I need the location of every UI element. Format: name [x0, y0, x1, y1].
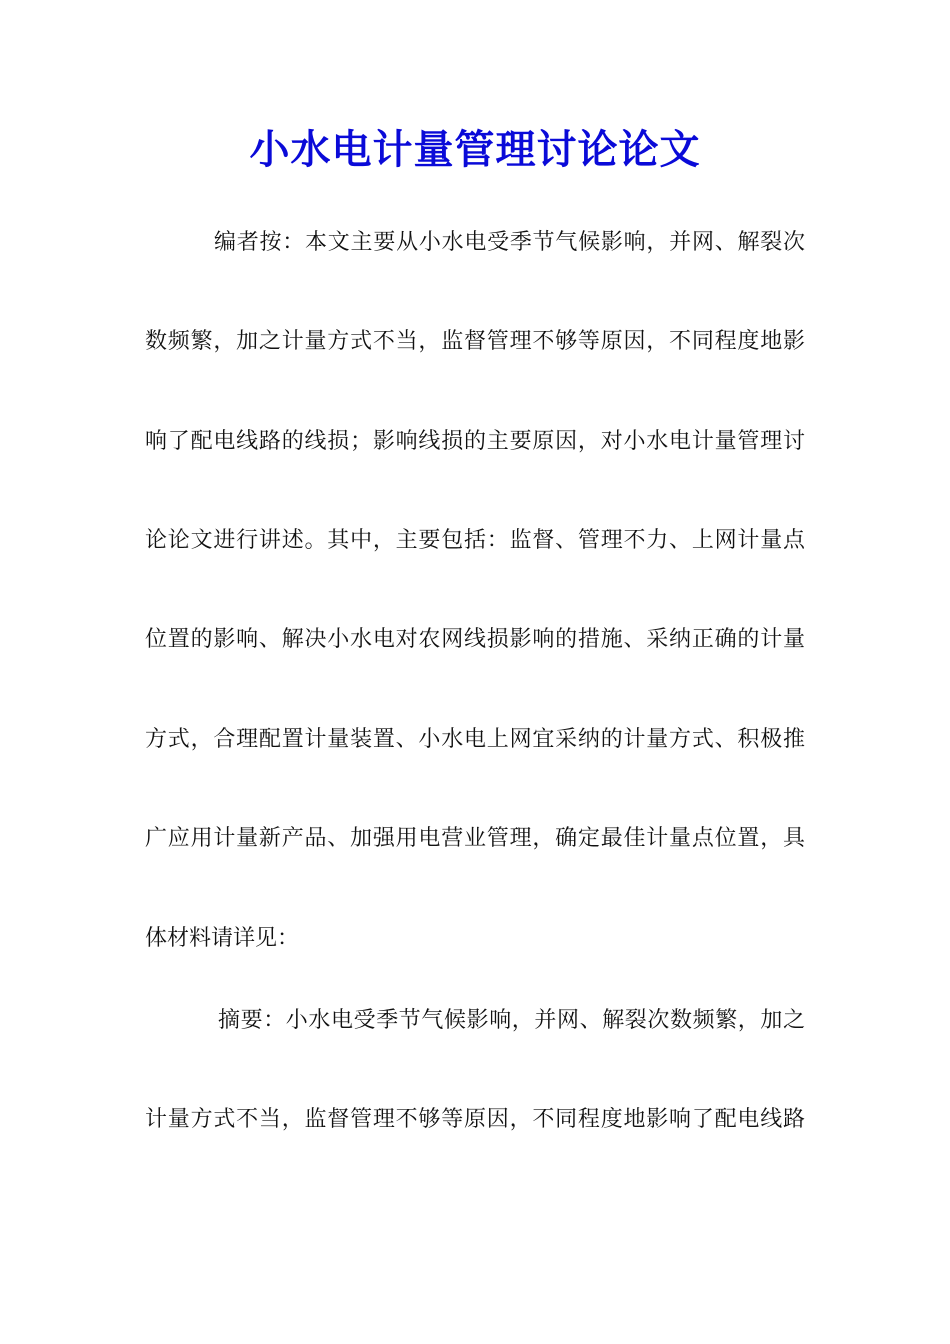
paragraph-line: 响了配电线路的线损；影响线损的主要原因，对小水电计量管理讨 [145, 429, 805, 454]
paragraph-line: 位置的影响、解决小水电对农网线损影响的措施、采纳正确的计量 [145, 627, 805, 652]
paragraph-line: 方式，合理配置计量装置、小水电上网宜采纳的计量方式、积极推 [145, 727, 805, 752]
document-title: 小水电计量管理讨论论文 [249, 126, 701, 173]
paragraph-line: 论论文进行讲述。其中，主要包括：监督、管理不力、上网计量点 [145, 528, 805, 553]
paragraph-line: 计量方式不当，监督管理不够等原因，不同程度地影响了配电线路 [145, 1107, 805, 1132]
paragraph-line: 编者按：本文主要从小水电受季节气候影响，并网、解裂次 [214, 230, 805, 255]
paragraph-line: 摘要：小水电受季节气候影响，并网、解裂次数频繁，加之 [218, 1008, 805, 1033]
paragraph-line: 广应用计量新产品、加强用电营业管理，确定最佳计量点位置，具 [145, 826, 805, 851]
paragraph-line: 数频繁，加之计量方式不当，监督管理不够等原因，不同程度地影 [145, 329, 805, 354]
paragraph-line: 体材料请详见： [145, 926, 300, 951]
